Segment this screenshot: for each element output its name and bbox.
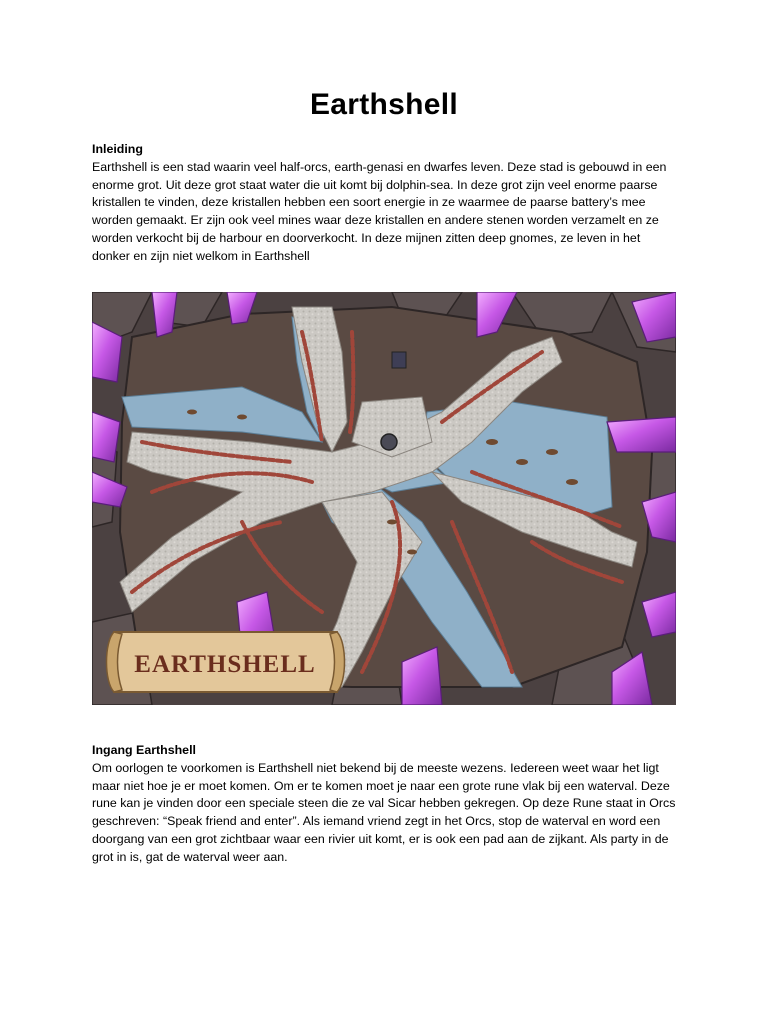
- title-banner: [107, 632, 345, 692]
- earthshell-map: [92, 292, 676, 705]
- section-heading: Ingang Earthshell: [92, 743, 196, 757]
- section-inleiding: [92, 141, 678, 266]
- section-body: Earthshell is een stad waarin veel half-orcs, earth-genasi en dwarfes leven. Deze stad is gebouwd in een enorme grot. Uit deze grot staat water die uit komt bij dolphin-sea. In deze grot zijn veel enorme paarse kristallen te vinden, deze kristallen hebben een soort energie in ze waarmee de paarse battery’s mee worden gemaakt. Er zijn ook veel mines waar deze kristallen en andere stenen worden verzamelt en ze worden verkocht bij de harbour en doorverkocht. In deze mijnen zitten deep gnomes, ze leven in het donker en zijn niet welkom in Earthshell: [92, 159, 667, 263]
- map-banner-text: EARTHSHELL: [134, 651, 316, 678]
- section-heading: Inleiding: [92, 142, 143, 156]
- section-body: Om oorlogen te voorkomen is Earthshell niet bekend bij de meeste wezens. Iedereen weet waar het ligt maar niet hoe je er moet komen. Om er te komen moet je naar een grote rune vlak bij een waterval. Deze rune kan je vinden door een speciale steen die ze val Sicar hebben gekregen. Op deze Rune staat in Orcs geschreven: “Speak friend and enter”. Als iemand vriend zegt in het Orcs, stop de waterval en word een doorgang van een grot zichtbaar waar een rivier uit komt, er is ook een pad aan de zijkant. Als party in de grot in is, gat de waterval weer aan.: [92, 760, 676, 864]
- north-tower: [392, 352, 406, 368]
- crystal: [607, 417, 676, 452]
- central-fountain: [381, 434, 397, 450]
- section-ingang: [92, 742, 678, 867]
- page-title: Earthshell: [309, 88, 459, 121]
